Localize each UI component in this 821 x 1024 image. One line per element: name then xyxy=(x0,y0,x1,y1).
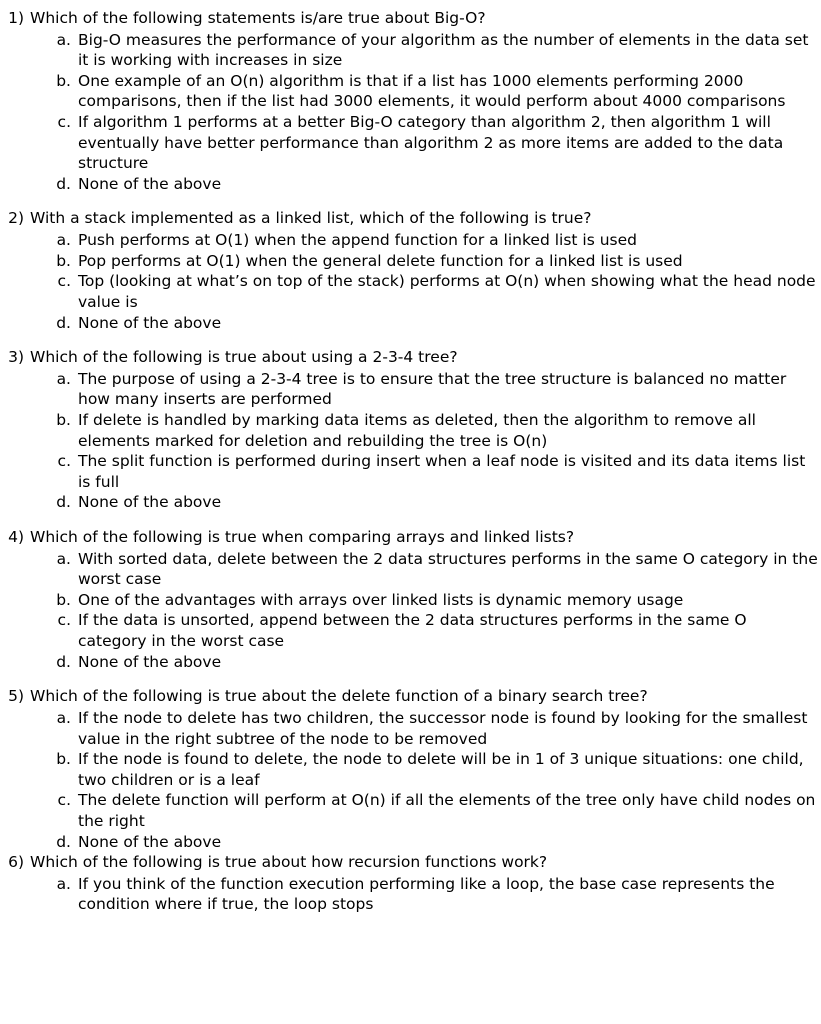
answer-text: If delete is handled by marking data items as deleted, then the algorithm to remove all elements marked for deletion and rebuilding the tree is O(n) xyxy=(78,410,756,450)
answer-text: One example of an O(n) algorithm is that if a list has 1000 elements performing 2000 comparisons, then if the list had 3000 elements, it would perform about 4000 comparisons xyxy=(78,71,786,111)
answer-letter: d. xyxy=(56,313,71,332)
question-number: 6) xyxy=(8,853,24,872)
question-text: Which of the following is true about the delete function of a binary search tree? xyxy=(30,687,648,706)
answer-text: If the node is found to delete, the node to delete will be in 1 of 3 unique situations: one child, two children or is a leaf xyxy=(78,750,804,789)
answer-letter: c. xyxy=(57,791,71,810)
question-item xyxy=(4,852,819,915)
answer-option[interactable] xyxy=(4,230,819,251)
question-number: 3) xyxy=(8,348,24,367)
answer-option[interactable] xyxy=(4,410,819,451)
answer-letter: a. xyxy=(56,30,71,49)
answer-text: The purpose of using a 2-3-4 tree is to ensure that the tree structure is balanced no matter how many inserts are performed xyxy=(78,369,787,409)
answer-option[interactable] xyxy=(4,610,819,651)
answer-list xyxy=(4,708,819,852)
question-text: Which of the following statements is/are true about Big-O? xyxy=(30,9,486,27)
answer-text: Big-O measures the performance of your algorithm as the number of elements in the data set it is working with increases in size xyxy=(78,30,809,70)
answer-option[interactable] xyxy=(4,549,819,590)
answer-option[interactable] xyxy=(4,30,819,71)
answer-option[interactable] xyxy=(4,790,819,831)
answer-option[interactable] xyxy=(4,652,819,673)
answer-letter: c. xyxy=(57,272,71,291)
answer-text: None of the above xyxy=(78,174,222,193)
question-text: Which of the following is true about using a 2-3-4 tree? xyxy=(30,348,458,367)
answer-text: If the node to delete has two children, the successor node is found by looking for the smallest value in the right subtree of the node to be removed xyxy=(78,708,808,748)
answer-option[interactable] xyxy=(4,313,819,334)
answer-letter: d. xyxy=(56,832,71,851)
answer-option[interactable] xyxy=(4,874,819,915)
question-item xyxy=(4,208,819,333)
question-line xyxy=(4,852,819,873)
answer-letter: d. xyxy=(56,174,71,193)
answer-text: The split function is performed during insert when a leaf node is visited and its data items list is full xyxy=(78,452,806,491)
answer-letter: c. xyxy=(57,113,71,132)
answer-option[interactable] xyxy=(4,451,819,492)
answer-letter: c. xyxy=(57,452,71,471)
answer-text: None of the above xyxy=(78,652,222,671)
question-number: 4) xyxy=(8,528,24,547)
answer-text: None of the above xyxy=(78,313,222,332)
answer-letter: a. xyxy=(56,708,71,727)
answer-letter: a. xyxy=(56,874,71,893)
answer-text: None of the above xyxy=(78,493,222,512)
question-number: 2) xyxy=(8,209,24,228)
answer-letter: a. xyxy=(56,369,71,388)
question-line xyxy=(4,208,819,229)
question-item xyxy=(4,527,819,672)
answer-option[interactable] xyxy=(4,832,819,853)
question-text: Which of the following is true about how recursion functions work? xyxy=(30,853,548,872)
answer-text: The delete function will perform at O(n) if all the elements of the tree only have child nodes on the right xyxy=(78,791,816,830)
answer-option[interactable] xyxy=(4,369,819,410)
answer-letter: b. xyxy=(56,590,71,609)
answer-text: Pop performs at O(1) when the general delete function for a linked list is used xyxy=(78,251,683,270)
question-text: Which of the following is true when comparing arrays and linked lists? xyxy=(30,528,575,547)
answer-text: Top (looking at what’s on top of the stack) performs at O(n) when showing what the head node value is xyxy=(78,272,816,311)
answer-text: Push performs at O(1) when the append function for a linked list is used xyxy=(78,231,637,250)
answer-letter: d. xyxy=(56,493,71,512)
answer-text: None of the above xyxy=(78,832,222,851)
question-line xyxy=(4,527,819,548)
answer-letter: b. xyxy=(56,71,71,90)
answer-option[interactable] xyxy=(4,71,819,112)
answer-text: If algorithm 1 performs at a better Big-O category than algorithm 2, then algorithm 1 will eventually have better performance than algorithm 2 as more items are added to the data structure xyxy=(78,113,784,173)
answer-option[interactable] xyxy=(4,492,819,513)
question-number: 1) xyxy=(8,9,24,27)
question-line xyxy=(4,686,819,707)
answer-letter: b. xyxy=(56,410,71,429)
question-number: 5) xyxy=(8,687,24,706)
answer-option[interactable] xyxy=(4,590,819,611)
answer-list xyxy=(4,30,819,195)
answer-list xyxy=(4,549,819,673)
answer-option[interactable] xyxy=(4,271,819,312)
answer-option[interactable] xyxy=(4,708,819,749)
answer-list xyxy=(4,230,819,333)
answer-text: With sorted data, delete between the 2 data structures performs in the same O category in the worst case xyxy=(78,549,818,589)
answer-text: One of the advantages with arrays over linked lists is dynamic memory usage xyxy=(78,590,684,609)
answer-option[interactable] xyxy=(4,112,819,174)
answer-option[interactable] xyxy=(4,174,819,195)
question-line xyxy=(4,347,819,368)
answer-letter: b. xyxy=(56,750,71,769)
question-item xyxy=(4,686,819,852)
question-text: With a stack implemented as a linked list, which of the following is true? xyxy=(30,209,592,228)
answer-text: If you think of the function execution performing like a loop, the base case represents the condition where if true, the loop stops xyxy=(78,874,775,914)
answer-list xyxy=(4,369,819,513)
answer-option[interactable] xyxy=(4,251,819,272)
answer-letter: a. xyxy=(56,231,71,250)
question-item xyxy=(4,347,819,513)
question-item xyxy=(4,8,819,194)
answer-list xyxy=(4,874,819,915)
answer-letter: b. xyxy=(56,251,71,270)
answer-text: If the data is unsorted, append between the 2 data structures performs in the same O category in the worst case xyxy=(78,611,747,651)
answer-option[interactable] xyxy=(4,749,819,790)
answer-letter: d. xyxy=(56,652,71,671)
answer-letter: c. xyxy=(57,611,71,630)
answer-letter: a. xyxy=(56,549,71,568)
question-line xyxy=(4,8,819,29)
